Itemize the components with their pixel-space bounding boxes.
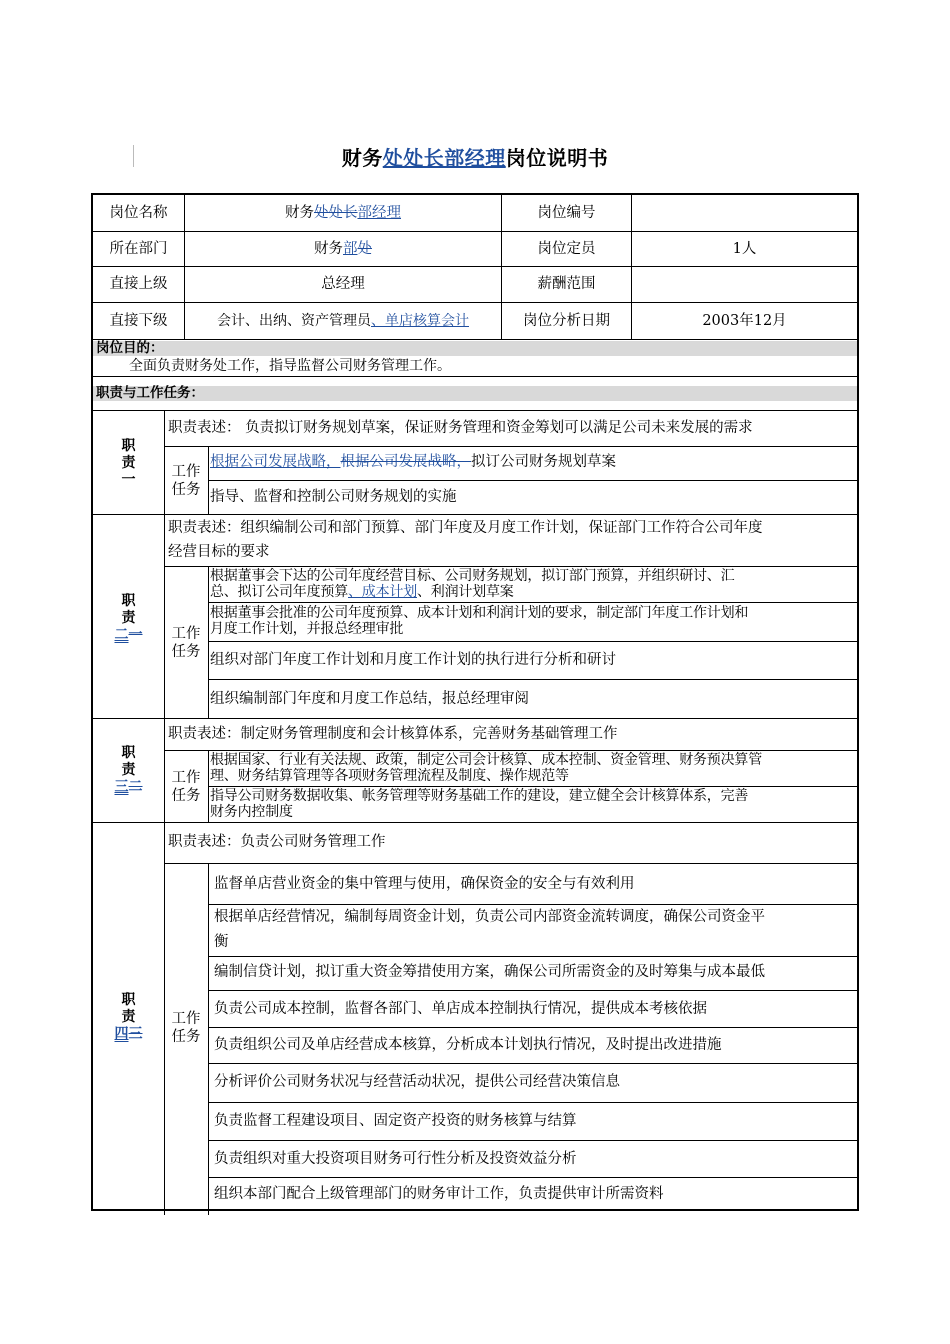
row-line <box>208 990 857 991</box>
duty-3-task-2-line-1: 指导公司财务数据收集、帐务管理等财务基础工作的建设，建立健全会计核算体系，完善 <box>210 788 749 804</box>
duty-1-label: 职 责 一 <box>121 438 136 488</box>
value-department: 财务 部 处 <box>314 240 372 257</box>
duty-2-task-3: 组织对部门年度工作计划和月度工作计划的执行进行分析和研讨 <box>210 652 616 668</box>
row-line <box>208 956 857 957</box>
row-line <box>208 1140 857 1141</box>
duty-4-task-7: 负责监督工程建设项目、固定资产投资的财务核算与结算 <box>214 1113 577 1129</box>
col-line <box>208 566 209 718</box>
row-line <box>208 1102 857 1103</box>
row-line <box>164 446 857 447</box>
duty-4-task-2-line-1: 根据单店经营情况，编制每周资金计划，负责公司内部资金流转调度，确保公司资金平 <box>214 909 765 925</box>
duty-3-task-label: 工作 任务 <box>171 770 201 804</box>
value-analysis-date: 2003年12月 <box>702 312 787 329</box>
duty-4-task-1: 监督单店营业资金的集中管理与使用，确保资金的安全与有效利用 <box>214 876 635 892</box>
job-description-table <box>91 193 859 1211</box>
row-line <box>164 863 857 864</box>
duty-3-label: 职 责 三二 <box>114 745 143 795</box>
row-line <box>208 480 857 481</box>
row-line <box>93 514 857 515</box>
duty-1-statement: 职责表述： 负责拟订财务规划草案，保证财务管理和资金筹划可以满足公司未来发展的需求 <box>168 420 753 436</box>
col-line <box>208 863 209 1215</box>
value-subordinates: 会计、出纳、资产管理员 、单店核算会计 <box>217 312 469 329</box>
row-line <box>93 718 857 719</box>
duty-3-task-2-line-2: 财务内控制度 <box>210 804 293 820</box>
row-line <box>164 566 857 567</box>
label-subordinates: 直接下级 <box>109 312 168 329</box>
duties-heading: 职责与工作任务： <box>93 386 857 401</box>
value-position-code <box>632 195 857 231</box>
duty-1-task-2: 指导、监督和控制公司财务规划的实施 <box>210 489 457 505</box>
duty-1-task-label: 工作 任务 <box>171 464 201 498</box>
value-salary-range <box>632 267 857 302</box>
duty-2-task-1-line-2: 总、拟订公司年度预算、成本计划、利润计划草案 <box>210 584 514 600</box>
duty-4-task-4: 负责公司成本控制，监督各部门、单店成本控制执行情况，提供成本考核依据 <box>214 1001 707 1017</box>
duty-2-statement-line-1: 职责表述：组织编制公司和部门预算、部门年度及月度工作计划，保证部门工作符合公司年度 <box>168 520 763 536</box>
duty-4-task-9: 组织本部门配合上级管理部门的财务审计工作，负责提供审计所需资料 <box>214 1186 664 1202</box>
duty-2-task-2-line-1: 根据董事会批准的公司年度预算、成本计划和利润计划的要求，制定部门年度工作计划和 <box>210 605 749 621</box>
duty-4-statement: 职责表述：负责公司财务管理工作 <box>168 834 386 850</box>
label-supervisor: 直接上级 <box>109 276 168 292</box>
row-line <box>93 339 857 340</box>
row-line <box>208 1027 857 1028</box>
value-position-name: 财务 处处长 部经理 <box>285 204 401 221</box>
duty-2-task-1-line-1: 根据董事会下达的公司年度经营目标、公司财务规划，拟订部门预算，并组织研讨、汇 <box>210 568 735 584</box>
row-line <box>93 410 857 411</box>
duty-1-task-1: 根据公司发展战略，根据公司发展战略，拟订公司财务规划草案 <box>210 454 616 470</box>
label-position-name: 岗位名称 <box>109 204 168 221</box>
row-line <box>208 1063 857 1064</box>
label-department: 所在部门 <box>109 240 168 257</box>
row-line <box>93 376 857 377</box>
col-line <box>164 410 165 1215</box>
duty-4-task-8: 负责组织对重大投资项目财务可行性分析及投资效益分析 <box>214 1151 577 1167</box>
row-line <box>93 822 857 823</box>
duty-4-task-label: 工作 任务 <box>171 1011 201 1045</box>
value-supervisor: 总经理 <box>321 276 365 292</box>
duty-3-statement: 职责表述：制定财务管理制度和会计核算体系，完善财务基础管理工作 <box>168 726 618 742</box>
duty-4-task-5: 负责组织公司及单店经营成本核算，分析成本计划执行情况，及时提出改进措施 <box>214 1037 722 1053</box>
purpose-text: 全面负责财务处工作，指导监督公司财务管理工作。 <box>129 358 451 374</box>
row-line <box>208 786 857 787</box>
duty-4-task-2-line-2: 衡 <box>214 934 229 950</box>
row-line <box>208 679 857 680</box>
duty-4-task-6: 分析评价公司财务状况与经营活动状况，提供公司经营决策信息 <box>214 1074 620 1090</box>
row-line <box>208 602 857 603</box>
duty-2-task-4: 组织编制部门年度和月度工作总结，报总经理审阅 <box>210 691 529 707</box>
duty-2-task-label: 工作 任务 <box>171 626 201 660</box>
label-headcount: 岗位定员 <box>537 240 596 257</box>
duty-2-task-2-line-2: 月度工作计划，并报总经理审批 <box>210 621 404 637</box>
duty-4-task-3: 编制信贷计划，拟订重大资金筹措使用方案，确保公司所需资金的及时筹集与成本最低 <box>214 964 765 980</box>
duty-3-task-1-line-2: 理、财务结算管理等各项财务管理流程及制度、操作规范等 <box>210 768 569 784</box>
duty-2-statement-line-2: 经营目标的要求 <box>168 544 270 560</box>
duty-4-label: 职 责 四三 <box>114 992 143 1042</box>
value-headcount: 1人 <box>732 240 757 257</box>
label-position-code: 岗位编号 <box>537 204 596 221</box>
row-line <box>208 641 857 642</box>
duty-3-task-1-line-1: 根据国家、行业有关法规、政策，制定公司会计核算、成本控制、资金管理、财务预决算管 <box>210 752 762 768</box>
row-line <box>208 1177 857 1178</box>
label-salary-range: 薪酬范围 <box>537 276 596 292</box>
row-line <box>208 904 857 905</box>
purpose-heading: 岗位目的： <box>93 341 857 356</box>
page-title: 财务处处长部经理岗位说明书 <box>341 146 609 170</box>
duty-2-label: 职 责 二一 <box>114 593 143 643</box>
label-analysis-date: 岗位分析日期 <box>523 312 610 329</box>
row-line <box>164 750 857 751</box>
